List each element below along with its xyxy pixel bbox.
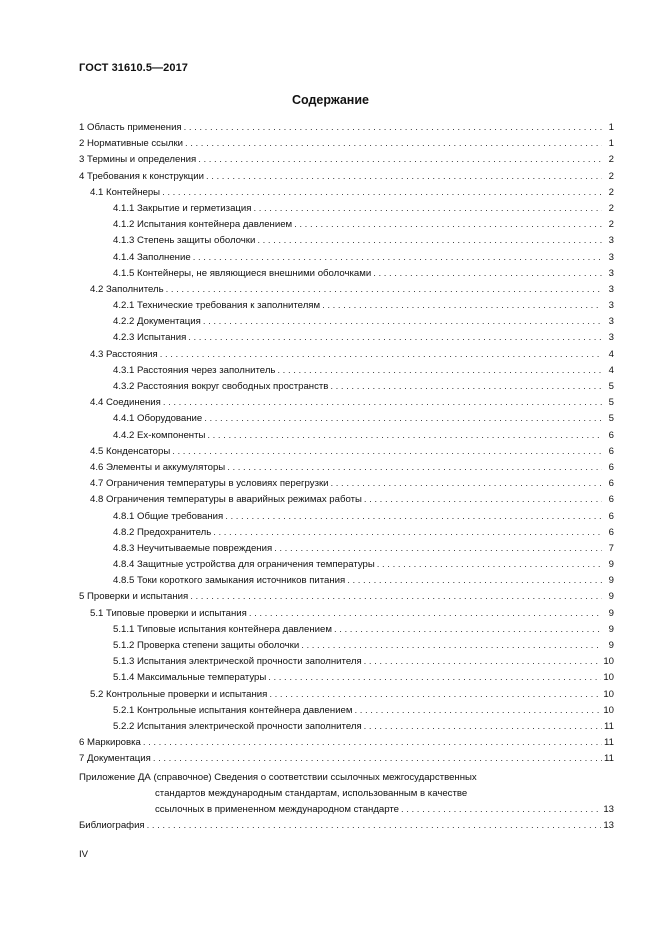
toc-entry-page-number: 5 — [608, 381, 614, 392]
toc-entry[interactable] — [79, 298, 614, 314]
dot-leader — [153, 751, 602, 767]
toc-entry-title: 4.1.3 Степень защиты оболочки — [113, 235, 256, 247]
toc-entry[interactable] — [79, 476, 614, 492]
toc-entry-title: 4.1 Контейнеры — [90, 186, 161, 198]
annex-line-3-text: ссылочных в примененном международном стандарте — [155, 803, 400, 815]
toc-entry-title: 5.2 Контрольные проверки и испытания — [90, 688, 268, 700]
toc-entry-title: 5.1.3 Испытания электрической прочности заполнителя — [113, 656, 362, 668]
page-title: Содержание — [291, 93, 369, 107]
toc-entry[interactable] — [79, 233, 614, 249]
toc-entry-title: 4.8.2 Предохранитель — [113, 526, 212, 538]
dot-leader — [294, 217, 602, 233]
dot-leader — [347, 573, 602, 589]
dot-leader — [162, 185, 602, 201]
toc-entry[interactable] — [79, 428, 614, 444]
toc-entry-title: 5.1.4 Максимальные температуры — [113, 672, 267, 684]
toc-entry[interactable] — [79, 557, 614, 573]
toc-entry-page-number: 3 — [608, 251, 614, 263]
toc-entry-title: 4.5 Конденсаторы — [90, 445, 171, 457]
toc-entry[interactable] — [79, 525, 614, 541]
toc-entry-page-number: 3 — [608, 283, 614, 295]
toc-entry[interactable] — [79, 379, 614, 395]
toc-entry-title: 4.1.4 Заполнение — [113, 251, 191, 263]
toc-entry[interactable] — [79, 217, 614, 233]
dot-leader — [198, 152, 602, 168]
toc-entry-title: 2 Нормативные ссылки — [79, 138, 184, 150]
toc-entry[interactable] — [79, 266, 614, 282]
toc-entry-title: 5.1.2 Проверка степени защиты оболочки — [113, 640, 300, 651]
toc-entry-title: 4.3.1 Расстояния через заполнитель — [113, 364, 276, 376]
dot-leader — [190, 589, 602, 605]
dot-leader — [373, 266, 602, 282]
toc-entry[interactable] — [79, 638, 614, 654]
toc-entry[interactable] — [79, 509, 614, 525]
toc-entry[interactable] — [79, 444, 614, 460]
toc-entry[interactable] — [79, 573, 614, 589]
toc-entry[interactable] — [79, 654, 614, 670]
toc-entry[interactable] — [79, 347, 614, 363]
bibliography-label: Библиография — [79, 820, 145, 832]
toc-entry-page-number: 2 — [608, 202, 614, 214]
dot-leader — [213, 525, 602, 541]
toc-entry-page-number: 3 — [608, 235, 614, 247]
dot-leader — [377, 557, 602, 573]
dot-leader — [166, 282, 602, 298]
dot-leader — [193, 250, 602, 266]
toc-entry[interactable] — [79, 136, 614, 152]
dot-leader — [206, 169, 602, 185]
toc-entry-page-number: 1 — [608, 122, 614, 133]
toc-entry[interactable] — [79, 735, 614, 751]
toc-entry[interactable] — [79, 589, 614, 605]
toc-entry-title: 4.2.2 Документация — [113, 316, 201, 328]
toc-entry-title: 4.6 Элементы и аккумуляторы — [90, 461, 226, 473]
toc-entry-title: 4.2.3 Испытания — [113, 332, 187, 344]
bibliography-page-number: 13 — [603, 820, 614, 832]
toc-entry-page-number: 9 — [608, 559, 614, 571]
toc-entry-page-number: 4 — [608, 348, 614, 360]
dot-leader — [269, 687, 601, 703]
toc-entry-page-number: 2 — [608, 170, 614, 182]
dot-leader — [322, 298, 602, 314]
page-number-footer: IV — [79, 849, 89, 860]
dot-leader — [354, 703, 601, 719]
toc-entry[interactable] — [79, 330, 614, 346]
toc-entry-title: 4.8.5 Токи короткого замыкания источников питания — [113, 575, 346, 587]
toc-entry-title: 4.4.1 Оборудование — [113, 413, 203, 425]
toc-entry-page-number: 3 — [608, 267, 614, 279]
dot-leader — [188, 330, 602, 346]
toc-entry-page-number: 4 — [608, 364, 614, 376]
dot-leader — [147, 818, 602, 834]
toc-bibliography-entry[interactable] — [79, 818, 614, 834]
toc-entry[interactable] — [79, 719, 614, 735]
dot-leader — [227, 460, 602, 476]
dot-leader — [331, 476, 602, 492]
dot-leader — [204, 411, 602, 427]
dot-leader — [268, 670, 601, 686]
toc-entry-title: 5.1.1 Типовые испытания контейнера давлением — [113, 623, 332, 635]
toc-entry-page-number: 1 — [608, 138, 614, 150]
toc-entry-page-number: 10 — [603, 688, 614, 700]
dot-leader — [334, 622, 602, 638]
toc-entry-title: 4.1.1 Закрытие и герметизация — [113, 202, 252, 214]
dot-leader — [253, 201, 602, 217]
toc-entry-title: 1 Область применения — [79, 122, 182, 133]
toc-entry-title: 4.8.4 Защитные устройства для ограничения температуры — [113, 559, 375, 571]
toc-entry-title: 4.1.2 Испытания контейнера давлением — [113, 219, 293, 231]
toc-entry-page-number: 3 — [608, 332, 614, 344]
toc-entry-title: 4.7 Ограничения температуры в условиях перегрузки — [90, 478, 329, 490]
toc-entry-title: 4.4.2 Ex-компоненты — [113, 429, 206, 441]
document-header: ГОСТ 31610.5—2017 — [79, 62, 189, 74]
toc-entry[interactable] — [79, 411, 614, 427]
toc-entry[interactable] — [79, 703, 614, 719]
toc-entry-title: 4.8.1 Общие требования — [113, 510, 224, 522]
toc-entry-page-number: 6 — [608, 510, 614, 522]
toc-entry[interactable] — [79, 622, 614, 638]
toc-entry[interactable] — [79, 492, 614, 508]
toc-entry[interactable] — [79, 169, 614, 185]
toc-entry-page-number: 9 — [608, 640, 614, 651]
toc-entry-title: 7 Документация — [79, 753, 151, 765]
dot-leader — [163, 395, 602, 411]
toc-entry[interactable] — [79, 120, 614, 136]
toc-entry-title: 4.8 Ограничения температуры в аварийных режимах работы — [90, 494, 362, 506]
dot-leader — [225, 509, 602, 525]
toc-entry[interactable] — [79, 460, 614, 476]
dot-leader — [185, 136, 602, 152]
toc-entry[interactable] — [79, 185, 614, 201]
dot-leader — [143, 735, 602, 751]
toc-entry[interactable] — [79, 314, 614, 330]
toc-entry-page-number: 2 — [608, 186, 614, 198]
dot-leader — [249, 606, 602, 622]
toc-entry[interactable] — [79, 282, 614, 298]
toc-entry-title: 3 Термины и определения — [79, 154, 197, 166]
dot-leader — [401, 802, 601, 818]
dot-leader — [330, 379, 602, 395]
toc-entry-title: 4.8.3 Неучитываемые повреждения — [113, 542, 273, 554]
toc-entry-title: 4.3.2 Расстояния вокруг свободных пространств — [113, 381, 329, 392]
toc-entry[interactable] — [79, 201, 614, 217]
toc-entry-page-number: 3 — [608, 300, 614, 312]
toc-entry-page-number: 2 — [608, 154, 614, 166]
toc-entry[interactable] — [79, 541, 614, 557]
toc-entry-page-number: 6 — [608, 478, 614, 490]
toc-entry[interactable] — [79, 606, 614, 622]
dot-leader — [301, 638, 602, 654]
toc-entry-title: 4.3 Расстояния — [90, 348, 158, 360]
annex-line-3 — [79, 802, 614, 818]
toc-entry-title: 4.4 Соединения — [90, 397, 161, 409]
toc-entry-title: 5.2.1 Контрольные испытания контейнера давлением — [113, 704, 353, 716]
toc-entry-page-number: 6 — [608, 445, 614, 457]
toc-entry-page-number: 10 — [603, 704, 614, 716]
toc-entry-title: 6 Маркировка — [79, 737, 141, 749]
toc-entry[interactable] — [79, 395, 614, 411]
annex-line-1: Приложение ДА (справочное) Сведения о соответствии ссылочных межгосударственных — [79, 771, 477, 783]
toc-entry[interactable] — [79, 363, 614, 379]
toc-entry-page-number: 5 — [608, 397, 614, 409]
toc-entry-page-number: 6 — [608, 494, 614, 506]
toc-entry[interactable] — [79, 751, 614, 767]
toc-entry-page-number: 3 — [608, 316, 614, 328]
toc-entry-page-number: 6 — [608, 461, 614, 473]
dot-leader — [274, 541, 602, 557]
toc-entry-page-number: 10 — [603, 672, 614, 684]
dot-leader — [203, 314, 602, 330]
toc-entry-title: 5 Проверки и испытания — [79, 591, 189, 603]
toc-entry-page-number: 11 — [604, 720, 614, 732]
toc-entry-page-number: 9 — [608, 591, 614, 603]
annex-line-2: стандартов международным стандартам, использованным в качестве — [155, 787, 468, 799]
toc-entry-title: 5.1 Типовые проверки и испытания — [90, 607, 247, 619]
dot-leader — [364, 492, 602, 508]
toc-entry-page-number: 10 — [603, 656, 614, 668]
toc-entry-page-number: 9 — [608, 623, 614, 635]
toc-entry-page-number: 2 — [608, 219, 614, 231]
toc-entries — [79, 120, 614, 768]
toc-entry-page-number: 11 — [604, 753, 614, 765]
toc-entry-page-number: 5 — [608, 413, 614, 425]
toc-entry-page-number: 11 — [604, 737, 614, 749]
toc-entry-title: 4.2 Заполнитель — [90, 283, 164, 295]
dot-leader — [364, 654, 602, 670]
toc-entry[interactable] — [79, 670, 614, 686]
annex-page-number: 13 — [603, 803, 614, 815]
dot-leader — [257, 233, 602, 249]
table-of-contents — [79, 120, 614, 834]
dot-leader — [160, 347, 602, 363]
toc-entry-title: 4 Требования к конструкции — [79, 170, 204, 182]
toc-entry-page-number: 9 — [608, 575, 614, 587]
toc-entry-title: 4.1.5 Контейнеры, не являющиеся внешними оболочками — [113, 267, 372, 279]
toc-entry-page-number: 9 — [608, 607, 614, 619]
toc-entry-page-number: 7 — [608, 542, 614, 554]
dot-leader — [364, 719, 602, 735]
toc-annex-entry[interactable] — [79, 770, 614, 819]
dot-leader — [184, 120, 602, 136]
toc-entry-page-number: 6 — [608, 526, 614, 538]
toc-entry[interactable] — [79, 250, 614, 266]
toc-entry-title: 5.2.2 Испытания электрической прочности заполнителя — [113, 720, 362, 732]
toc-entry[interactable] — [79, 152, 614, 168]
dot-leader — [277, 363, 602, 379]
dot-leader — [172, 444, 602, 460]
toc-entry-title: 4.2.1 Технические требования к заполнителям — [113, 300, 321, 312]
toc-entry[interactable] — [79, 687, 614, 703]
dot-leader — [207, 428, 602, 444]
toc-entry-page-number: 6 — [608, 429, 614, 441]
